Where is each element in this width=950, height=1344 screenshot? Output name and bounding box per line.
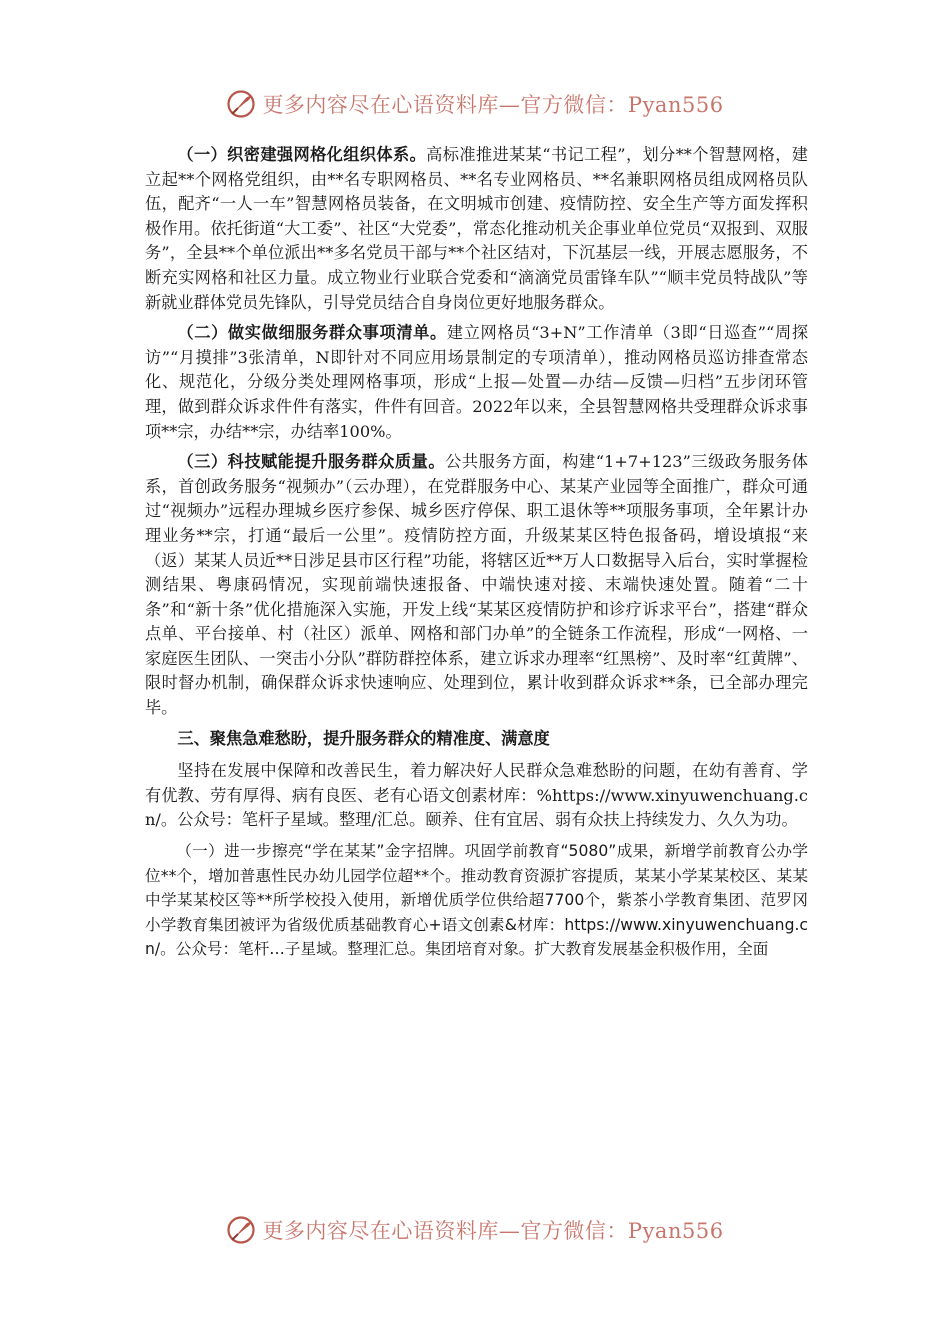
- quill-pen-logo-icon: [226, 89, 256, 119]
- banner-text: 更多内容尽在心语资料库—官方微信：Pyan556: [262, 1219, 724, 1243]
- paragraph-lead: （一）织密建强网格化组织体系。: [177, 145, 427, 164]
- paragraph-lead: （二）做实做细服务群众事项清单。: [177, 323, 447, 343]
- paragraph-grid-organization: [145, 143, 808, 315]
- paragraph-lead: （三）科技赋能提升服务群众质量。: [177, 452, 446, 472]
- section-heading: 三、聚焦急难愁盼，提升服务群众的精准度、满意度: [177, 728, 550, 748]
- paragraph-livelihood-intro: 坚持在发展中保障和改善民生，着力解决好人民群众急难愁盼的问题，在幼有善育、学有优教、劳有厚得、病有良医、老有心语文创素材库：%https://www.xinyuwenchuang.cn/。公众号：笔杆子星域。整理/汇总。颐养、住有宜居、弱有众扶上持续发力、久久为功。: [145, 761, 808, 830]
- paragraph-service-list: [145, 321, 808, 444]
- header-banner: [0, 84, 950, 124]
- quill-pen-logo-icon: [226, 1215, 256, 1245]
- banner-text: 更多内容尽在心语资料库—官方微信：Pyan556: [262, 93, 724, 117]
- paragraph-text: 建立网格员“3+N”工作清单（3即“日巡查”“周探访”“月摸排”3张清单，N即针对不同应用场景制定的专项清单），推动网格员巡访排查常态化、规范化，分级分类处理网格事项，形成“上报—处置—办结—反馈—归档”五步闭环管理，做到群众诉求件件有落实，件件有回音。2022年以来，全县智慧网格共受理群众诉求事项**宗，办结**宗，办结率100%。: [145, 323, 809, 441]
- paragraph-tech-empowerment: [145, 450, 808, 721]
- paragraph-education: （一）进一步擦亮“学在某某”金字招牌。巩固学前教育“5080”成果，新增学前教育公办学位**个，增加普惠性民办幼儿园学位超**个。推动教育资源扩容提质，某某小学某某校区、某某中学某某校区等**所学校投入使用，新增优质学位供给超7700个，紫茶小学教育集团、范罗冈小学教育集团被评为省级优质基础教育心+语文创素&材库：https://www.xinyuwenchuang.cn/。公众号：笔杆…子星域。整理汇总。集团培育对象。扩大教育发展基金积极作用，全面: [145, 842, 808, 959]
- document-body: [145, 143, 808, 968]
- paragraph-text: 公共服务方面，构建“1+7+123”三级政务服务体系，首创政务服务“视频办”（云办理），在党群服务中心、某某产业园等全面推广，群众可通过“视频办”远程办理城乡医疗参保、城乡医疗停保、职工退休等**项服务事项，全年累计办理业务**宗，打通“最后一公里”。疫情防控方面，升级某某区特色报备码，增设填报“来（返）某某人员近**日涉足县市区行程”功能，将辖区近**万人口数据导入后台，实时掌握检测结果、粤康码情况，实现前端快速报备、中端快速对接、末端快速处置。随着“二十条”和“新十条”优化措施深入实施，开发上线“某某区疫情防护和诊疗诉求平台”，搭建“群众点单、平台接单、村（社区）派单、网格和部门办单”的全链条工作流程，形成“一网格、一家庭医生团队、一突击小分队”群防群控体系，建立诉求办理率“红黑榜”、及时率“红黄牌”、限时督办机制，确保群众诉求快速响应、处理到位，累计收到群众诉求**条，已全部办理完毕。: [145, 452, 808, 718]
- paragraph-text: 高标准推进某某“书记工程”，划分**个智慧网格，建立起**个网格党组织，由**名专职网格员、**名专业网格员、**名兼职网格员组成网格员队伍，配齐“一人一车”智慧网格员装备，在文明城市创建、疫情防控、安全生产等方面发挥积极作用。依托街道“大工委”、社区“大党委”，常态化推动机关企事业单位党员“双报到、双服务”，全县**个单位派出**多名党员干部与**个社区结对，下沉基层一线，开展志愿服务，不断充实网格和社区力量。成立物业行业联合党委和“滴滴党员雷锋车队”“顺丰党员特战队”等新就业群体党员先锋队，引导党员结合自身岗位更好地服务群众。: [145, 145, 808, 312]
- footer-banner: [0, 1210, 950, 1250]
